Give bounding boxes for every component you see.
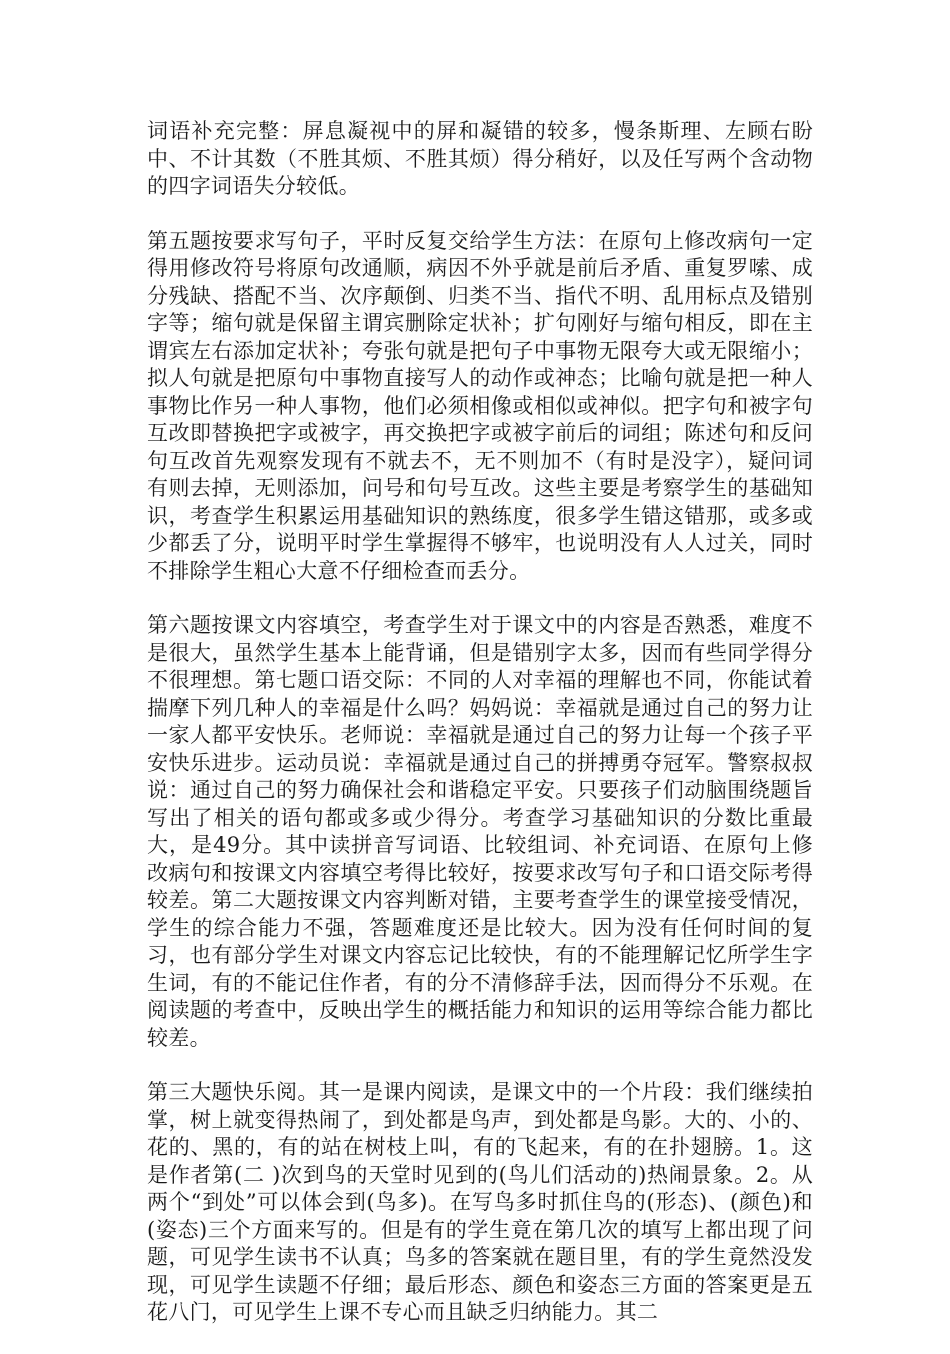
document-page: [147, 118, 813, 1354]
paragraph-question-six-seven: 第六题按课文内容填空，考查学生对于课文中的内容是否熟悉，难度不是很大，虽然学生基本上能背诵，但是错别字太多，因而有些同学得分不很理想。第七题口语交际：不同的人对幸福的理解也不同，你能试着揣摩下列几种人的幸福是什么吗？妈妈说：幸福就是通过自己的努力让一家人都平安快乐。老师说：幸福就是通过自己的努力让每一个孩子平安快乐进步。运动员说：幸福就是通过自己的拼搏勇夺冠军。警察叔叔说：通过自己的努力确保社会和谐稳定平安。只要孩子们动脑围绕题旨写出了相关的语句都或多或少得分。考查学习基础知识的分数比重最大，是49分。其中读拼音写词语、比较组词、补充词语、在原句上修改病句和按课文内容填空考得比较好，按要求改写句子和口语交际考得较差。第二大题按课文内容判断对错，主要考查学生的课堂接受情况，学生的综合能力不强，答题难度还是比较大。因为没有任何时间的复习，也有部分学生对课文内容忘记比较快，有的不能理解记忆所学生字生词，有的不能记住作者，有的分不清修辞手法，因而得分不乐观。在阅读题的考查中，反映出学生的概括能力和知识的运用等综合能力都比较差。: [147, 613, 813, 1050]
paragraph-word-completion: 词语补充完整：屏息凝视中的屏和凝错的较多，慢条斯理、左顾右盼中、不计其数（不胜其烦、不胜其烦）得分稍好，以及任写两个含动物的四字词语失分较低。: [147, 119, 813, 198]
paragraph-reading-section: 第三大题快乐阅。其一是课内阅读，是课文中的一个片段：我们继续拍掌，树上就变得热闹了，到处都是鸟声，到处都是鸟影。大的、小的、花的、黑的，有的站在树枝上叫，有的飞起来，有的在扑翅膀。1。这是作者第(二 )次到鸟的天堂时见到的(鸟儿们活动的)热闹景象。2。从两个“到处”可以体会到(鸟多)。在写鸟多时抓住鸟的(形态)、(颜色)和(姿态)三个方面来写的。但是有的学生竟在第几次的填写上都出现了问题，可见学生读书不认真；鸟多的答案就在题目里，有的学生竟然没发现，可见学生读题不仔细；最后形态、颜色和姿态三方面的答案更是五花八门，可见学生上课不专心而且缺乏归纳能力。其二: [147, 1080, 813, 1324]
paragraph-question-five: 第五题按要求写句子，平时反复交给学生方法：在原句上修改病句一定得用修改符号将原句改通顺，病因不外乎就是前后矛盾、重复罗嗦、成分残缺、搭配不当、次序颠倒、归类不当、指代不明、乱用标点及错别字等；缩句就是保留主谓宾删除定状补；扩句刚好与缩句相反，即在主谓宾左右添加定状补；夸张句就是把句子中事物无限夸大或无限缩小；拟人句就是把原句中事物直接写人的动作或神态；比喻句就是把一种人事物比作另一种人事物，他们必须相像或相似或神似。把字句和被字句互改即替换把字或被字，再交换把字或被字前后的词组；陈述句和反问句互改首先观察发现有不就去不，无不则加不（有时是没字），疑问词有则去掉，无则添加，问号和句号互改。这些主要是考察学生的基础知识，考查学生积累运用基础知识的熟练度，很多学生错这错那，或多或少都丢了分，说明平时学生掌握得不够牢，也说明没有人人过关，同时不排除学生粗心大意不仔细检查而丢分。: [147, 228, 813, 583]
